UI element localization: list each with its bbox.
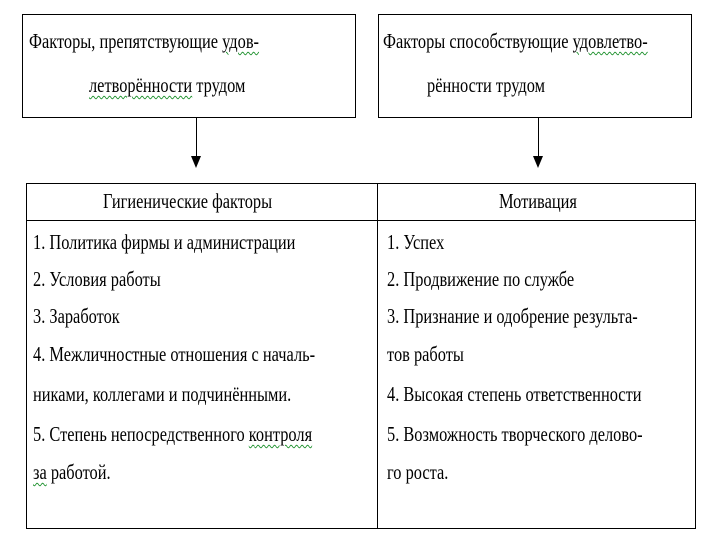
barrier-factors-box <box>22 14 356 118</box>
supporting-factors-title-line-1 <box>383 29 648 53</box>
barrier-factors-title-part-underlined-2: летворённости <box>89 73 193 97</box>
hygiene-item-2: 2. Условия работы <box>33 267 161 291</box>
motivation-item-5-line-2: го роста. <box>387 460 449 484</box>
hygiene-item-1: 1. Политика фирмы и администрации <box>33 230 296 254</box>
left-arrow-head-icon <box>191 156 201 168</box>
hygiene-item-5-line-1 <box>33 422 312 446</box>
motivation-item-3-line-2: тов работы <box>387 342 464 366</box>
right-arrow-head-icon <box>533 156 543 168</box>
barrier-factors-title-line-2 <box>89 73 245 97</box>
supporting-factors-title-part-underlined: удовлетво- <box>572 29 648 53</box>
hygiene-item-5-underlined: контроля <box>248 422 313 446</box>
hygiene-factors-header: Гигиенические факторы <box>103 189 273 213</box>
hygiene-item-3: 3. Заработок <box>33 304 120 328</box>
hygiene-item-5-part: 5. Степень непосредственного <box>33 422 249 446</box>
right-arrow-shaft <box>538 118 539 158</box>
hygiene-item-4-line-2: никами, коллегами и подчинёнными. <box>33 382 292 406</box>
left-arrow-shaft <box>196 118 197 158</box>
motivation-item-3-line-1: 3. Признание и одобрение результа- <box>387 304 638 328</box>
motivation-item-4: 4. Высокая степень ответственности <box>387 382 642 406</box>
motivation-header: Мотивация <box>499 189 577 213</box>
motivation-item-5-line-1: 5. Возможность творческого делово- <box>387 422 643 446</box>
hygiene-item-5-part-2: работой. <box>46 460 111 484</box>
barrier-factors-title-part: Факторы, препятствующие <box>29 29 223 53</box>
hygiene-item-5-line-2 <box>33 460 111 484</box>
column-divider <box>377 184 378 528</box>
hygiene-item-4-line-1: 4. Межличностные отношения с началь- <box>33 342 316 366</box>
factors-table <box>26 183 696 529</box>
barrier-factors-title-part-underlined: удов- <box>222 29 260 53</box>
hygiene-item-5-underlined-2: за <box>33 460 47 484</box>
barrier-factors-title-line-1 <box>29 29 259 53</box>
motivation-item-2: 2. Продвижение по службе <box>387 267 575 291</box>
supporting-factors-title-part: Факторы способствующие <box>383 29 573 53</box>
barrier-factors-title-part-2: трудом <box>192 73 246 97</box>
header-divider <box>27 220 695 221</box>
supporting-factors-box <box>378 14 692 118</box>
supporting-factors-title-line-2: рённости трудом <box>427 73 545 97</box>
motivation-item-1: 1. Успех <box>387 230 445 254</box>
